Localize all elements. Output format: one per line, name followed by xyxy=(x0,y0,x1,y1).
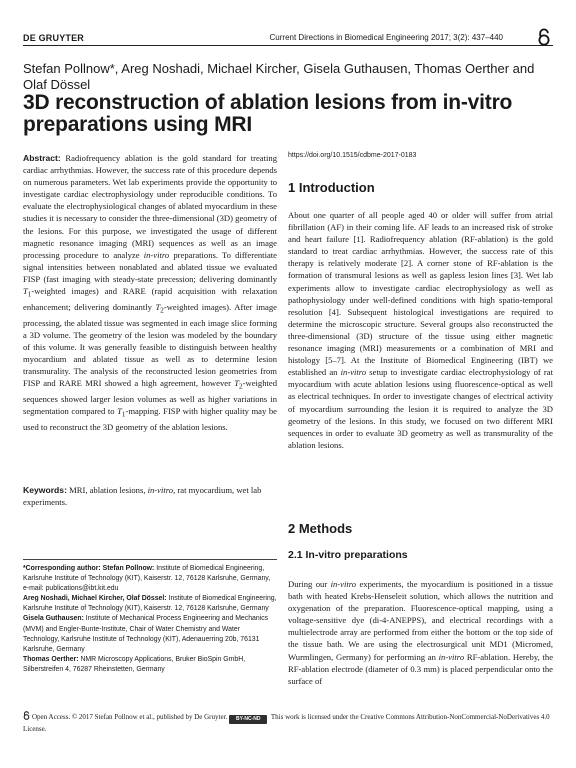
abstract-t2-sub: 2 xyxy=(160,306,164,315)
abstract-t2b-sub: 2 xyxy=(239,382,243,391)
cc-by-nc-nd-badge[interactable]: BY-NC-ND xyxy=(229,715,267,724)
abstract-t2b: T xyxy=(234,378,240,389)
doi-link[interactable]: https://doi.org/10.1515/cdbme-2017-0183 xyxy=(288,152,417,159)
note-text: Institute of Mechanical Process Engineering and Mechanics (MVM) and Engler-Bunte-Institute, Chair of Water Chemistry and Water Technology, Karlsruhe Institute of Technology (KIT), Adenauerring 20b, 76131 Karlsruhe, Germany xyxy=(23,615,269,653)
license-footer xyxy=(23,711,553,735)
note-label: *Corresponding author: Stefan Pollnow: xyxy=(23,565,155,572)
corresponding-author-note xyxy=(23,564,277,594)
note-label: Thomas Oerther: xyxy=(23,655,79,663)
intro-text-1: About one quarter of all people aged 40 or older will suffer from atrial fibrillation (AF) in their coming life. AF leads to an increased risk of stroke and heart failure [1]. Radiofrequency ablation (RF-ablation) is the gold standard to treat cardiac arrhythmias. However, the success rate of this therapy is relatively moderate [2]. A corner stone of RF-ablation is the formation of transmural lesions as well as gapless lesion lines [3]. Wet lab experiments allow to investigate cardiac electrophysiology as well as pathophysiology under well-defined conditions with high spatio-temporal resolution [4]. Subsequent histological investigations are required to determine the microscopic structure. Several groups also reconstructed the three-dimensional (3D) structure of the tissue using either magnetic resonance imaging (MRI) measurements or a combination of MRI and histology [5–7]. At the Institute of Biomedical Engineering (IBT) we established an xyxy=(288,210,553,378)
footer-open-access-text: Open Access. © 2017 Stefan Pollnow et al., published by De Gruyter. xyxy=(32,713,228,721)
keywords-text-1: MRI, ablation lesions, xyxy=(66,485,148,495)
note-text: Institute of Biomedical Engineering, Karlsruhe Institute of Technology (KIT), Kaiserstr. 12, 76128 Karlsruhe, Germany, e-mail: publications@ibt.kit.edu xyxy=(23,565,271,593)
abstract-text-5: -weighted sequences showed larger lesion volumes as well as higher variations in segmentation compared to xyxy=(23,378,277,417)
notes-divider xyxy=(23,559,277,560)
abstract-t1: T xyxy=(23,286,28,297)
keywords-invitro: in-vitro xyxy=(147,485,174,495)
intro-text-2: setup to investigate cardiac electrophysiology of rat myocardium with acute ablation lesions using fluorescence-optical as well as electrical techniques. In order to investigate changes of electrical activity of myocardium surrounding the lesion it is required to analyze the 3D geometry of the lesions. In this study, we focused on two different MRI sequences in order to evaluate 3D geometry as well as transmurality of the ablation lesions. xyxy=(288,367,553,450)
abstract-t1-sub: 1 xyxy=(27,290,32,299)
keywords xyxy=(23,484,277,508)
methods-invitro-2: in-vitro xyxy=(438,651,465,662)
paper-title: 3D reconstruction of ablation lesions from in-vitro preparations using MRI xyxy=(23,91,513,136)
abstract-invitro: in-vitro xyxy=(143,249,170,260)
abstract-text-3: -weighted images) and RARE (rapid acquisition with relaxation enhancement; delivering dominantly xyxy=(23,286,277,312)
abstract-t1b: T xyxy=(117,406,122,417)
open-access-icon xyxy=(537,28,551,46)
abstract-t2: T xyxy=(155,301,161,312)
methods-invitro: in-vitro xyxy=(330,579,357,589)
footer-license-text: This work is licensed under the Creative Commons Attribution-NonCommercial-NoDerivatives 4.0 License. xyxy=(23,713,550,733)
keywords-text-2: , rat myocardium, wet lab experiments. xyxy=(23,485,262,508)
affiliation-note xyxy=(23,614,277,654)
abstract xyxy=(23,152,277,433)
abstract-t1b-sub: 1 xyxy=(121,410,126,419)
note-label: Gisela Guthausen: xyxy=(23,615,84,623)
note-text: NMR Microscopy Applications, Bruker BioSpin GmbH, Silberstreifen 4, 76287 Rheinstetten, Germany xyxy=(23,655,246,673)
section-heading-methods: 2 Methods xyxy=(288,521,353,536)
intro-invitro: in-vitro xyxy=(340,367,367,378)
methods-text-1: During our xyxy=(288,579,331,589)
methods-text-3: RF-ablation. Hereby, the RF-ablation electrode (diameter of 0.3 mm) is placed perpendicular onto the surface of xyxy=(288,651,554,686)
keywords-label: Keywords: xyxy=(23,485,67,495)
abstract-label: Abstract: xyxy=(23,153,61,163)
subsection-heading-invitro: 2.1 In-vitro preparations xyxy=(288,549,408,561)
open-access-icon xyxy=(23,711,30,720)
affiliation-note xyxy=(23,594,277,614)
note-text: Institute of Biomedical Engineering, Karlsruhe Institute of Technology (KIT), Kaiserstr. 12, 76128 Karlsruhe, Germany xyxy=(23,595,277,613)
publisher-name: DE GRUYTER xyxy=(23,33,85,43)
affiliation-note xyxy=(23,655,277,675)
abstract-text-1: Radiofrequency ablation is the gold standard for treating cardiac arrhythmias. However, the success rate of this procedure depends on numerous parameters. Wet lab experiments provide the opportunity to investigate cardiac electrophysiology under reproducible conditions. To evaluate the electrophysiological changes of ablated myocardium in these studies it is necessary to consider the three-dimensional (3D) geometry of the lesions. For this purpose, we investigated the usage of different magnetic resonance imaging (MRI) sequences as well as an image processing procedure to analyze xyxy=(23,153,277,260)
header-divider xyxy=(23,45,553,46)
abstract-text-4: -weighted images). After image processing, the ablated tissue was segmented in each image slice forming a 3D volume. The geometry of the lesion was modeled by the boundary of this volume. It was generally feasible to distinguish between healthy myocardium and ablated tissue as well as to determine lesion transmurality. The analysis of the reconstructed lesion geometries from FISP and RARE MRI showed a high agreement, however xyxy=(23,301,277,389)
affiliation-notes xyxy=(23,564,277,675)
abstract-text-2: preparations. To differentiate signal intensities between nonablated and ablated tissue we evaluated FISP (fast imaging with steady-state precession; delivering dominantly xyxy=(23,249,277,284)
methods-paragraph xyxy=(288,578,553,687)
section-heading-introduction: 1 Introduction xyxy=(288,180,375,195)
author-list: Stefan Pollnow*, Areg Noshadi, Michael Kircher, Gisela Guthausen, Thomas Oerther and Olaf Dössel xyxy=(23,61,535,92)
introduction-paragraph xyxy=(288,209,553,451)
journal-citation: Current Directions in Biomedical Engineering 2017; 3(2): 437–440 xyxy=(269,33,503,42)
abstract-text-6: -mapping. FISP with higher quality may be used to reconstruct the 3D geometry of the ablation lesions. xyxy=(23,406,277,432)
note-label: Areg Noshadi, Michael Kircher, Olaf Dössel: xyxy=(23,595,167,603)
methods-text-2: experiments, the myocardium is positioned in a tissue bath with heated Krebs-Henseleit solution, which allows the nutrition and oxygenation of the preparation. Fluorescence-optical mapping, using a voltage-sensitive dye (di-4-ANEPPS), and electrical recordings with a multielectrode array are performed from either the bottom or the top side of the tissue bath. We are using the electrosurgical unit MD1 (Micromed, Wurmlingen, Germany) for performing an xyxy=(288,579,553,662)
